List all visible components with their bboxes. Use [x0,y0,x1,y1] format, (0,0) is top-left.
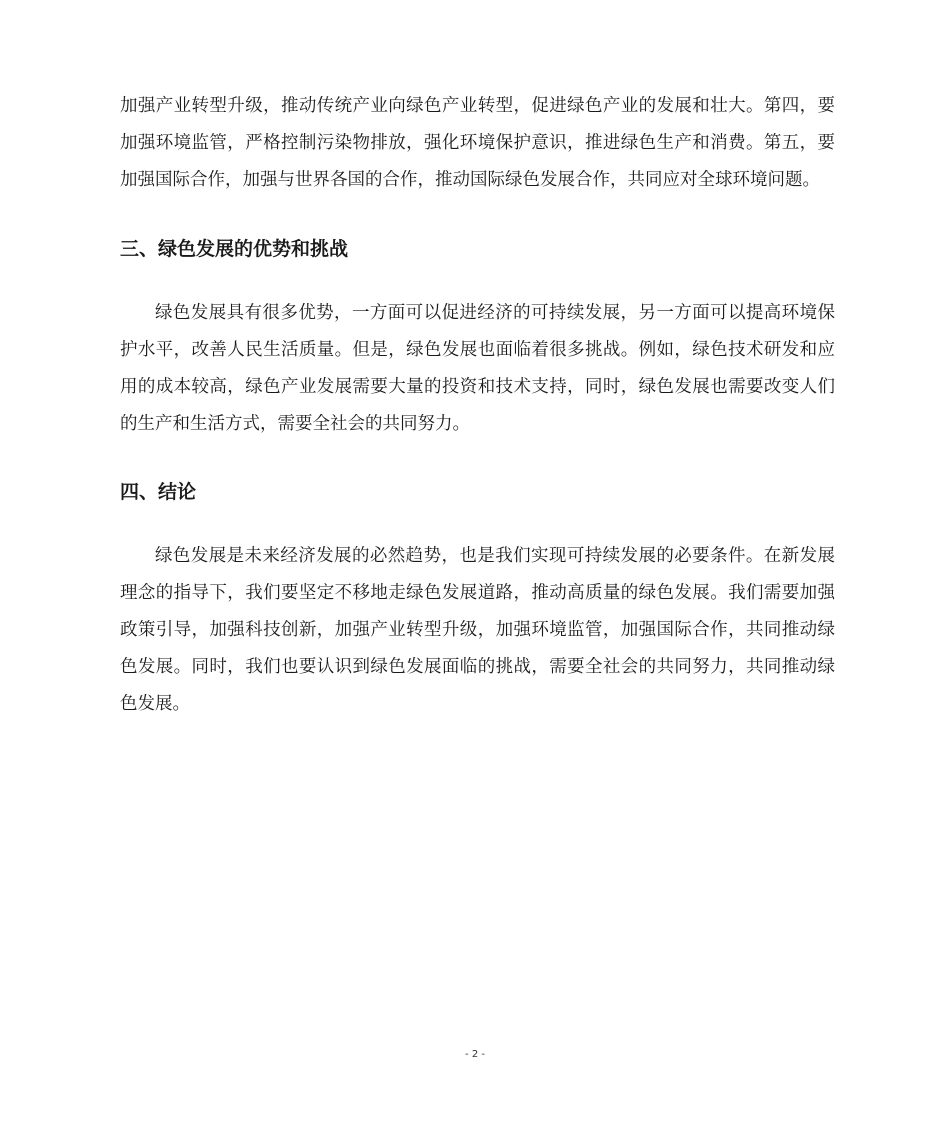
section-heading-advantages-challenges: 三、绿色发展的优势和挑战 [120,238,349,260]
page-content [120,88,835,723]
section-heading-conclusion: 四、结论 [120,481,197,503]
paragraph-intro: 加强产业转型升级，推动传统产业向绿色产业转型，促进绿色产业的发展和壮大。第四，要加强环境监管，严格控制污染物排放，强化环境保护意识，推进绿色生产和消费。第五，要加强国际合作，加强与世界各国的合作，推动国际绿色发展合作，共同应对全球环境问题。 [120,96,835,190]
page-number: - 2 - [465,1049,485,1060]
paragraph-advantages-challenges: 绿色发展具有很多优势，一方面可以促进经济的可持续发展，另一方面可以提高环境保护水平，改善人民生活质量。但是，绿色发展也面临着很多挑战。例如，绿色技术研发和应用的成本较高，绿色产业发展需要大量的投资和技术支持，同时，绿色发展也需要改变人们的生产和生活方式，需要全社会的共同努力。 [120,303,835,434]
paragraph-conclusion: 绿色发展是未来经济发展的必然趋势，也是我们实现可持续发展的必要条件。在新发展理念的指导下，我们要坚定不移地走绿色发展道路，推动高质量的绿色发展。我们需要加强政策引导，加强科技创新，加强产业转型升级，加强环境监管，加强国际合作，共同推动绿色发展。同时，我们也要认识到绿色发展面临的挑战，需要全社会的共同努力，共同推动绿色发展。 [120,546,835,714]
